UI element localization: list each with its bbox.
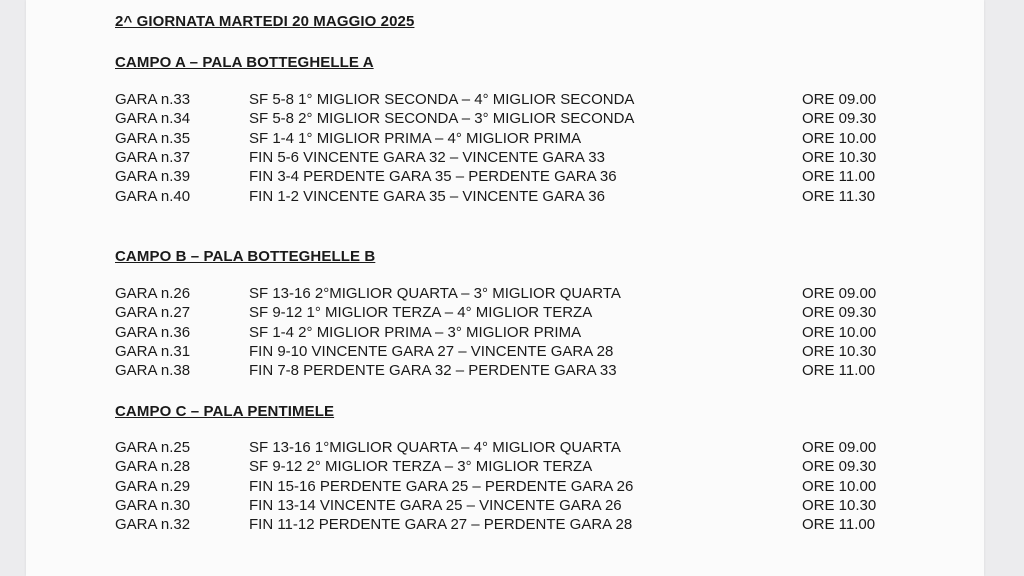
match-time: ORE 11.30 [802, 187, 876, 205]
match-description: FIN 15-16 PERDENTE GARA 25 – PERDENTE GARA 26 [249, 477, 634, 495]
match-description: SF 1-4 2° MIGLIOR PRIMA – 3° MIGLIOR PRIMA [249, 323, 582, 341]
match-time: ORE 10.00 [802, 323, 877, 341]
match-description: SF 1-4 1° MIGLIOR PRIMA – 4° MIGLIOR PRIMA [249, 129, 582, 147]
match-row [26, 439, 984, 458]
match-time: ORE 09.00 [802, 439, 877, 456]
match-time: ORE 11.00 [802, 362, 876, 380]
match-number: GARA n.37 [115, 148, 191, 166]
match-row [26, 110, 984, 129]
section-heading: CAMPO C – PALA PENTIMELE [115, 403, 335, 420]
match-time: ORE 11.00 [802, 516, 876, 534]
match-time: ORE 09.30 [802, 304, 877, 322]
match-number: GARA n.35 [115, 129, 191, 147]
match-time: ORE 11.00 [802, 168, 876, 186]
match-description: FIN 3-4 PERDENTE GARA 35 – PERDENTE GARA 36 [249, 168, 617, 186]
match-description: FIN 13-14 VINCENTE GARA 25 – VINCENTE GARA 26 [249, 496, 622, 514]
match-description: FIN 9-10 VINCENTE GARA 27 – VINCENTE GARA 28 [249, 342, 614, 360]
match-description: SF 5-8 1° MIGLIOR SECONDA – 4° MIGLIOR SECONDA [249, 91, 635, 108]
match-row [26, 168, 984, 187]
match-row [26, 343, 984, 362]
section-heading: CAMPO A – PALA BOTTEGHELLE A [115, 54, 374, 71]
match-row [26, 497, 984, 516]
match-time: ORE 09.30 [802, 110, 877, 128]
match-number: GARA n.27 [115, 304, 191, 322]
match-row [26, 130, 984, 149]
match-number: GARA n.36 [115, 323, 191, 341]
document-page [26, 0, 984, 576]
match-row [26, 149, 984, 168]
match-row [26, 91, 984, 110]
match-time: ORE 10.00 [802, 129, 877, 147]
section-heading: CAMPO B – PALA BOTTEGHELLE B [115, 248, 376, 265]
match-number: GARA n.29 [115, 477, 191, 495]
match-description: SF 13-16 1°MIGLIOR QUARTA – 4° MIGLIOR QUARTA [249, 439, 621, 456]
match-description: SF 9-12 2° MIGLIOR TERZA – 3° MIGLIOR TERZA [249, 458, 593, 476]
match-description: SF 9-12 1° MIGLIOR TERZA – 4° MIGLIOR TERZA [249, 304, 593, 322]
match-description: FIN 11-12 PERDENTE GARA 27 – PERDENTE GARA 28 [249, 516, 633, 534]
match-time: ORE 10.00 [802, 477, 877, 495]
match-row [26, 516, 984, 535]
match-time: ORE 09.00 [802, 91, 877, 108]
match-row [26, 458, 984, 477]
match-time: ORE 09.30 [802, 458, 877, 476]
match-row [26, 188, 984, 207]
match-number: GARA n.32 [115, 516, 191, 534]
match-description: FIN 5-6 VINCENTE GARA 32 – VINCENTE GARA 33 [249, 148, 605, 166]
match-description: SF 13-16 2°MIGLIOR QUARTA – 3° MIGLIOR QUARTA [249, 285, 621, 302]
match-number: GARA n.40 [115, 187, 191, 205]
match-time: ORE 10.30 [802, 342, 877, 360]
match-number: GARA n.34 [115, 110, 191, 128]
match-description: FIN 1-2 VINCENTE GARA 35 – VINCENTE GARA 36 [249, 187, 605, 205]
match-number: GARA n.25 [115, 439, 191, 456]
match-number: GARA n.39 [115, 168, 191, 186]
match-row [26, 324, 984, 343]
match-number: GARA n.33 [115, 91, 191, 108]
match-number: GARA n.28 [115, 458, 191, 476]
match-number: GARA n.38 [115, 362, 191, 380]
match-number: GARA n.31 [115, 342, 191, 360]
match-row [26, 304, 984, 323]
match-number: GARA n.26 [115, 285, 191, 302]
schedule-document [26, 0, 984, 576]
match-time: ORE 10.30 [802, 148, 877, 166]
match-time: ORE 09.00 [802, 285, 877, 302]
page-title: 2^ GIORNATA MARTEDI 20 MAGGIO 2025 [115, 13, 415, 30]
match-row [26, 478, 984, 497]
match-description: SF 5-8 2° MIGLIOR SECONDA – 3° MIGLIOR SECONDA [249, 110, 635, 128]
match-description: FIN 7-8 PERDENTE GARA 32 – PERDENTE GARA 33 [249, 362, 617, 380]
match-row [26, 285, 984, 304]
match-time: ORE 10.30 [802, 496, 877, 514]
match-row [26, 362, 984, 381]
match-number: GARA n.30 [115, 496, 191, 514]
